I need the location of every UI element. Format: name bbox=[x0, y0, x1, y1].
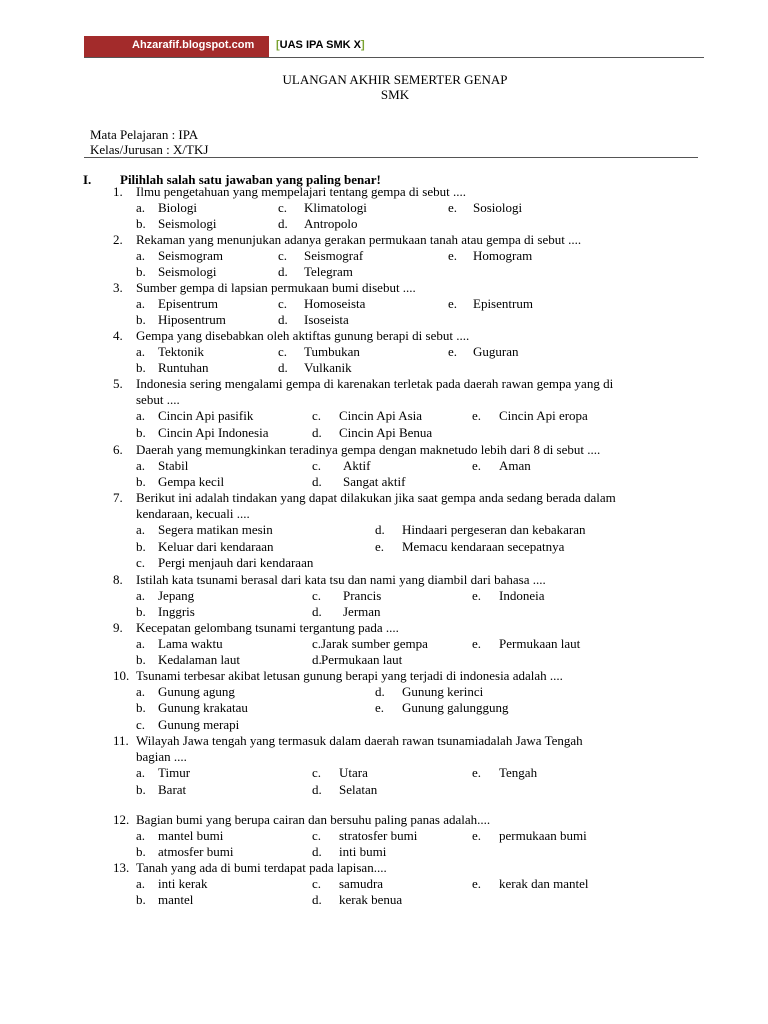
answer-option-letter[interactable]: d. bbox=[312, 474, 322, 490]
answer-option[interactable]: Isoseista bbox=[304, 312, 349, 328]
answer-option[interactable]: Cincin Api Benua bbox=[339, 424, 433, 440]
answer-option[interactable]: Episentrum bbox=[473, 296, 533, 312]
answer-option-letter[interactable]: c. bbox=[312, 588, 322, 604]
answer-option-letter[interactable]: c. bbox=[312, 876, 322, 892]
meta-rule bbox=[84, 157, 698, 158]
answer-option[interactable]: Sangat aktif bbox=[343, 474, 406, 490]
header-rule bbox=[84, 57, 704, 58]
answer-option-letter[interactable]: c. bbox=[312, 408, 322, 424]
question-text: Tanah yang ada di bumi terdapat pada lapisan.... bbox=[136, 860, 387, 875]
answer-option[interactable]: Gunung kerinci bbox=[402, 684, 484, 700]
answer-option[interactable]: Biologi bbox=[158, 200, 198, 216]
exam-title: ULANGAN AKHIR SEMERTER GENAP bbox=[282, 72, 508, 87]
question-text: Indonesia sering mengalami gempa di karenakan terletak pada daerah rawan gempa yang di bbox=[136, 376, 614, 391]
class-label: Kelas/Jurusan : X/TKJ bbox=[90, 142, 209, 157]
answer-option-letter[interactable]: a. bbox=[136, 588, 146, 604]
subject-label: Mata Pelajaran : IPA bbox=[90, 127, 199, 142]
answer-option[interactable]: mantel bbox=[158, 892, 194, 908]
answer-option[interactable]: Gunung agung bbox=[158, 684, 235, 700]
answer-option[interactable]: Vulkanik bbox=[304, 360, 352, 376]
answer-option-letter[interactable]: b. bbox=[136, 424, 146, 440]
answer-option[interactable]: Prancis bbox=[343, 588, 382, 604]
answer-option[interactable]: Inggris bbox=[158, 604, 195, 620]
header-blog-name: Ahzarafif.blogspot.com bbox=[132, 39, 255, 51]
answer-option[interactable]: Stabil bbox=[158, 458, 189, 474]
answer-option-letter[interactable]: c. bbox=[278, 344, 288, 360]
header-tag-close: ] bbox=[360, 39, 365, 51]
answer-option-letter[interactable]: d. bbox=[375, 684, 385, 700]
question-number: 10. bbox=[113, 668, 130, 683]
answer-option[interactable]: Sosiologi bbox=[473, 200, 523, 216]
answer-option-letter[interactable]: e. bbox=[448, 200, 458, 216]
answer-option-letter[interactable]: c. bbox=[312, 458, 322, 474]
answer-option-letter[interactable]: d. bbox=[278, 312, 288, 328]
question-text: bagian .... bbox=[136, 749, 187, 765]
answer-option[interactable]: Hiposentrum bbox=[158, 312, 226, 328]
answer-option[interactable]: Gunung galunggung bbox=[402, 700, 509, 716]
question-text: Bagian bumi yang berupa cairan dan bersuhu paling panas adalah.... bbox=[136, 812, 491, 827]
answer-option-letter[interactable]: a. bbox=[136, 522, 146, 538]
question-text: sebut .... bbox=[136, 392, 180, 408]
answer-option-letter[interactable]: e. bbox=[472, 876, 482, 892]
question-number: 6. bbox=[113, 442, 123, 457]
answer-option-letter[interactable]: c. bbox=[278, 200, 288, 216]
answer-option[interactable]: Homoseista bbox=[304, 296, 366, 312]
question-text: Rekaman yang menunjukan adanya gerakan permukaan tanah atau gempa di sebut .... bbox=[136, 232, 582, 247]
answer-option-letter[interactable]: e. bbox=[448, 344, 458, 360]
answer-option[interactable]: Cincin Api pasifik bbox=[158, 408, 254, 424]
answer-option-letter[interactable]: c. bbox=[136, 716, 146, 732]
answer-option-letter[interactable]: a. bbox=[136, 248, 146, 264]
question-text: Tsunami terbesar akibat letusan gunung berapi yang terjadi di indonesia adalah .... bbox=[136, 668, 563, 683]
question-number: 13. bbox=[113, 860, 130, 875]
answer-option[interactable]: Utara bbox=[339, 765, 368, 781]
answer-option-letter[interactable]: b. bbox=[136, 264, 146, 280]
answer-option-letter[interactable]: b. bbox=[136, 360, 146, 376]
question-text: Ilmu pengetahuan yang mempelajari tentang gempa di sebut .... bbox=[136, 184, 466, 199]
answer-option[interactable]: Permukaan laut bbox=[321, 652, 403, 668]
answer-option[interactable]: mantel bumi bbox=[158, 828, 224, 844]
answer-option-letter[interactable]: a. bbox=[136, 200, 146, 216]
answer-option[interactable]: Tengah bbox=[499, 765, 538, 781]
answer-option[interactable]: Memacu kendaraan secepatnya bbox=[402, 538, 565, 554]
answer-option-letter[interactable]: b. bbox=[136, 652, 146, 668]
answer-option-letter[interactable]: e. bbox=[472, 636, 482, 652]
answer-option-letter[interactable]: e. bbox=[472, 765, 482, 781]
answer-option-letter[interactable]: a. bbox=[136, 765, 146, 781]
answer-option[interactable]: Seismologi bbox=[158, 216, 217, 232]
question-text: kendaraan, kecuali .... bbox=[136, 506, 250, 522]
question-number: 2. bbox=[113, 232, 123, 247]
answer-option[interactable]: Selatan bbox=[339, 781, 378, 797]
question-text: Wilayah Jawa tengah yang termasuk dalam daerah rawan tsunamiadalah Jawa Tengah bbox=[136, 733, 583, 748]
answer-option[interactable]: stratosfer bumi bbox=[339, 828, 418, 844]
answer-option[interactable]: Jarak sumber gempa bbox=[321, 636, 428, 652]
answer-option-letter[interactable]: a. bbox=[136, 344, 146, 360]
answer-option-letter[interactable]: c. bbox=[278, 296, 288, 312]
answer-option[interactable]: Episentrum bbox=[158, 296, 218, 312]
answer-option-letter[interactable]: b. bbox=[136, 312, 146, 328]
header-tag bbox=[276, 39, 365, 51]
answer-option-letter[interactable]: b. bbox=[136, 216, 146, 232]
answer-option-letter[interactable]: b. bbox=[136, 538, 146, 554]
answer-option[interactable]: Gunung krakatau bbox=[158, 700, 248, 716]
answer-option[interactable]: Segera matikan mesin bbox=[158, 522, 273, 538]
answer-option[interactable]: Tektonik bbox=[158, 344, 205, 360]
answer-option-letter[interactable]: e. bbox=[448, 296, 458, 312]
answer-option[interactable]: Permukaan laut bbox=[499, 636, 581, 652]
header-tag-text: UAS IPA SMK X bbox=[279, 39, 361, 51]
answer-option-letter[interactable]: e. bbox=[448, 248, 458, 264]
answer-option[interactable]: Pergi menjauh dari kendaraan bbox=[158, 554, 314, 570]
answer-option-letter[interactable]: d. bbox=[312, 604, 322, 620]
answer-option[interactable]: inti bumi bbox=[339, 844, 387, 860]
answer-option-letter[interactable]: e. bbox=[375, 538, 385, 554]
answer-option-letter[interactable]: e. bbox=[375, 700, 385, 716]
question-text: Sumber gempa di lapsian permukaan bumi disebut .... bbox=[136, 280, 416, 295]
answer-option[interactable]: inti kerak bbox=[158, 876, 208, 892]
answer-option[interactable]: Telegram bbox=[304, 264, 353, 280]
answer-option[interactable]: Cincin Api Indonesia bbox=[158, 424, 269, 440]
answer-option[interactable]: Timur bbox=[158, 765, 191, 781]
answer-option-letter[interactable]: e. bbox=[472, 828, 482, 844]
answer-option-letter[interactable]: d. bbox=[312, 424, 322, 440]
answer-option[interactable]: samudra bbox=[339, 876, 384, 892]
answer-option-letter[interactable]: c. bbox=[312, 765, 322, 781]
answer-option-letter[interactable]: a. bbox=[136, 876, 146, 892]
question-number: 11. bbox=[113, 733, 129, 748]
answer-option[interactable]: Indoneia bbox=[499, 588, 545, 604]
question-text: Daerah yang memungkinkan teradinya gempa dengan maknetudo lebih dari 8 di sebut .... bbox=[136, 442, 601, 457]
answer-option[interactable]: Cincin Api Asia bbox=[339, 408, 423, 424]
answer-option-letter[interactable]: e. bbox=[472, 458, 482, 474]
answer-option[interactable]: Keluar dari kendaraan bbox=[158, 538, 274, 554]
answer-option-letter[interactable]: a. bbox=[136, 684, 146, 700]
answer-option-letter[interactable]: d. bbox=[312, 892, 322, 908]
answer-option[interactable]: Runtuhan bbox=[158, 360, 209, 376]
answer-option[interactable]: Aman bbox=[499, 458, 531, 474]
answer-option-letter[interactable]: a. bbox=[136, 828, 146, 844]
answer-option-letter[interactable]: b. bbox=[136, 474, 146, 490]
answer-option-letter[interactable]: d. bbox=[312, 781, 322, 797]
answer-option-letter[interactable]: d. bbox=[278, 264, 288, 280]
answer-option-letter[interactable]: d. bbox=[312, 652, 322, 668]
answer-option[interactable]: Jerman bbox=[343, 604, 381, 620]
answer-option-letter[interactable]: d. bbox=[278, 360, 288, 376]
answer-option-letter[interactable]: b. bbox=[136, 700, 146, 716]
answer-option-letter[interactable]: d. bbox=[278, 216, 288, 232]
answer-option[interactable]: Aktif bbox=[343, 458, 371, 474]
answer-option-letter[interactable]: a. bbox=[136, 458, 146, 474]
header-tag-open: [ bbox=[276, 39, 280, 51]
question-number: 12. bbox=[113, 812, 130, 827]
question-text: Gempa yang disebabkan oleh aktiftas gunung berapi di sebut .... bbox=[136, 328, 470, 343]
exam-subtitle: SMK bbox=[380, 87, 410, 102]
answer-option[interactable]: Seismograf bbox=[304, 248, 364, 264]
question-text: Berikut ini adalah tindakan yang dapat dilakukan jika saat gempa anda sedang berada dalam bbox=[136, 490, 616, 505]
question-number: 3. bbox=[113, 280, 123, 295]
answer-option-letter[interactable]: a. bbox=[136, 636, 146, 652]
header-blog-bar bbox=[84, 36, 269, 57]
question-text: Istilah kata tsunami berasal dari kata tsu dan nami yang diambil dari bahasa .... bbox=[136, 572, 546, 587]
section-number: I. bbox=[83, 172, 92, 187]
answer-option[interactable]: Barat bbox=[158, 781, 187, 797]
answer-option[interactable]: Jepang bbox=[158, 588, 195, 604]
answer-option-letter[interactable]: b. bbox=[136, 781, 146, 797]
answer-option[interactable]: kerak benua bbox=[339, 892, 403, 908]
answer-option-letter[interactable]: e. bbox=[472, 408, 482, 424]
answer-option[interactable]: Seismologi bbox=[158, 264, 217, 280]
question-number: 4. bbox=[113, 328, 123, 343]
answer-option-letter[interactable]: a. bbox=[136, 408, 146, 424]
answer-option-letter[interactable]: c. bbox=[278, 248, 288, 264]
answer-option-letter[interactable]: e. bbox=[472, 588, 482, 604]
answer-option[interactable]: Hindaari pergeseran dan kebakaran bbox=[402, 522, 586, 538]
answer-option[interactable]: Antropolo bbox=[304, 216, 358, 232]
answer-option[interactable]: Homogram bbox=[473, 248, 533, 264]
answer-option-letter[interactable]: c. bbox=[312, 828, 322, 844]
answer-option-letter[interactable]: b. bbox=[136, 844, 146, 860]
answer-option-letter[interactable]: d. bbox=[375, 522, 385, 538]
answer-option-letter[interactable]: b. bbox=[136, 892, 146, 908]
answer-option-letter[interactable]: b. bbox=[136, 604, 146, 620]
answer-option[interactable]: Kedalaman laut bbox=[158, 652, 240, 668]
answer-option[interactable]: Seismogram bbox=[158, 248, 223, 264]
question-number: 7. bbox=[113, 490, 123, 505]
answer-option[interactable]: Tumbukan bbox=[304, 344, 360, 360]
section-instruction: Pilihlah salah satu jawaban yang paling benar! bbox=[120, 172, 381, 187]
answer-option[interactable]: Klimatologi bbox=[304, 200, 367, 216]
answer-option-letter[interactable]: a. bbox=[136, 296, 146, 312]
answer-option[interactable]: Lama waktu bbox=[158, 636, 223, 652]
answer-option[interactable]: kerak dan mantel bbox=[499, 876, 589, 892]
question-number: 9. bbox=[113, 620, 123, 635]
question-number: 1. bbox=[113, 184, 123, 199]
question-text: Kecepatan gelombang tsunami tergantung pada .... bbox=[136, 620, 399, 635]
answer-option-letter[interactable]: c. bbox=[136, 554, 146, 570]
question-number: 8. bbox=[113, 572, 123, 587]
answer-option-letter[interactable]: d. bbox=[312, 844, 322, 860]
answer-option[interactable]: permukaan bumi bbox=[499, 828, 587, 844]
answer-option[interactable]: atmosfer bumi bbox=[158, 844, 234, 860]
answer-option[interactable]: Gunung merapi bbox=[158, 716, 240, 732]
question-number: 5. bbox=[113, 376, 123, 391]
answer-option[interactable]: Cincin Api eropa bbox=[499, 408, 588, 424]
answer-option[interactable]: Guguran bbox=[473, 344, 519, 360]
answer-option[interactable]: Gempa kecil bbox=[158, 474, 225, 490]
answer-option-letter[interactable]: c. bbox=[312, 636, 322, 652]
